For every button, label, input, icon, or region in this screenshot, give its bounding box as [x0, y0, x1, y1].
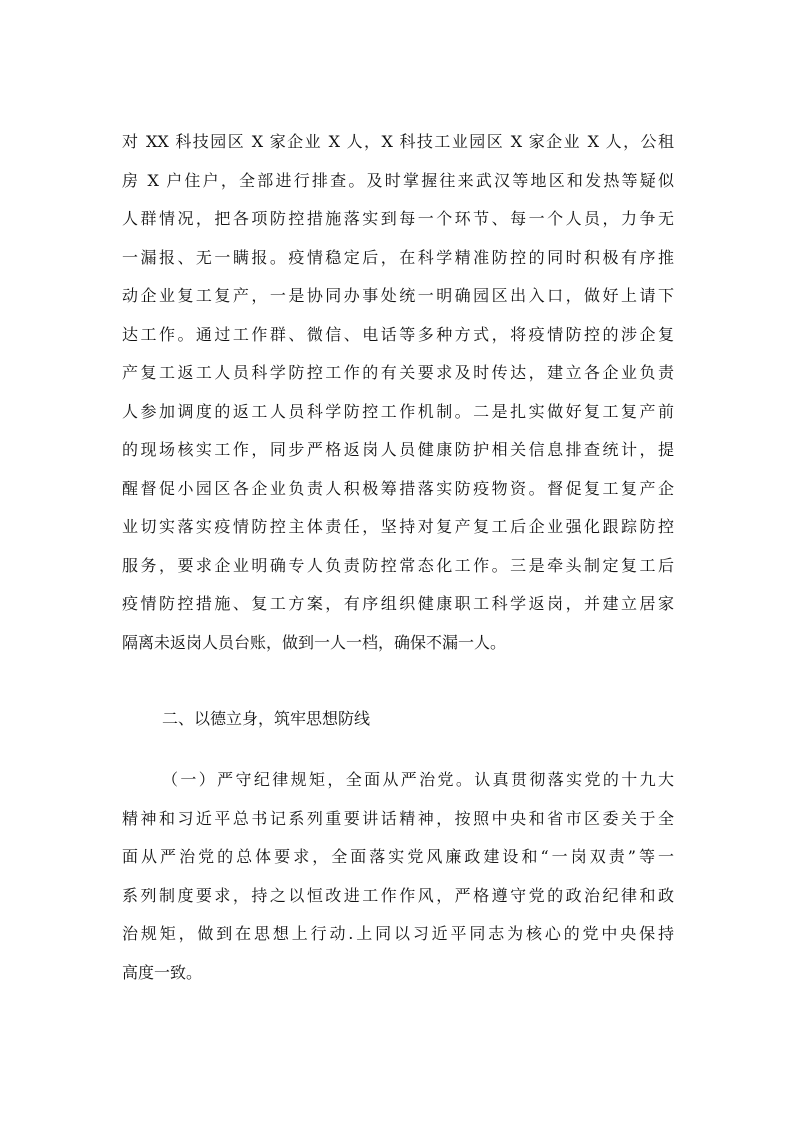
- text-line: 治规矩，做到在思想上行动.上同以习近平同志为核心的党中央保持: [122, 924, 674, 943]
- text-line: 房 X 户住户，全部进行排查。及时掌握往来武汉等地区和发热等疑似: [122, 170, 674, 190]
- text-line: 服务，要求企业明确专人负责防控常态化工作。三是牵头制定复工后: [122, 555, 674, 575]
- section-heading: 二、以德立身，筑牢思想防线: [162, 709, 371, 728]
- text-line: 人群情况，把各项防控措施落实到每一个环节、每一个人员，力争无: [122, 209, 674, 228]
- text-line: （一）严守纪律规矩，全面从严治党。认真贯彻落实党的十九大: [162, 770, 674, 789]
- text-line: 醒督促小园区各企业负责人积极筹措落实防疫物资。督促复工复产企: [122, 478, 674, 498]
- text-line: 达工作。通过工作群、微信、电话等多种方式，将疫情防控的涉企复: [122, 324, 674, 344]
- text-line: 高度一致。: [122, 962, 203, 982]
- text-line: 产复工返工人员科学防控工作的有关要求及时传达，建立各企业负责: [122, 363, 674, 382]
- text-line: 面从严治党的总体要求，全面落实党风廉政建设和“一岗双责”等一: [122, 847, 674, 866]
- text-line: 业切实落实疫情防控主体责任，坚持对复产复工后企业强化跟踪防控: [122, 517, 674, 536]
- text-line: 疫情防控措施、复工方案，有序组织健康职工科学返岗，并建立居家: [122, 594, 674, 613]
- paragraph-party-discipline: [122, 761, 674, 992]
- text-line: 人参加调度的返工人员科学防控工作机制。二是扎实做好复工复产前: [122, 401, 674, 421]
- text-line: 对 XX 科技园区 X 家企业 X 人，X 科技工业园区 X 家企业 X 人，公租: [122, 132, 674, 151]
- text-line: 一漏报、无一瞒报。疫情稳定后，在科学精准防控的同时积极有序推: [122, 247, 674, 267]
- text-line: 精神和习近平总书记系列重要讲话精神，按照中央和省市区委关于全: [122, 808, 674, 828]
- paragraph-epidemic-prevention: [122, 123, 674, 662]
- text-line: 隔离未返岗人员台账，做到一人一档，确保不漏一人。: [122, 632, 507, 652]
- text-line: 的现场核实工作，同步严格返岗人员健康防护相关信息排查统计，提: [122, 440, 674, 459]
- text-line: 动企业复工复产，一是协同办事处统一明确园区出入口，做好上请下: [122, 286, 674, 305]
- text-line: 系列制度要求，持之以恒改进工作作风，严格遵守党的政治纪律和政: [122, 885, 674, 905]
